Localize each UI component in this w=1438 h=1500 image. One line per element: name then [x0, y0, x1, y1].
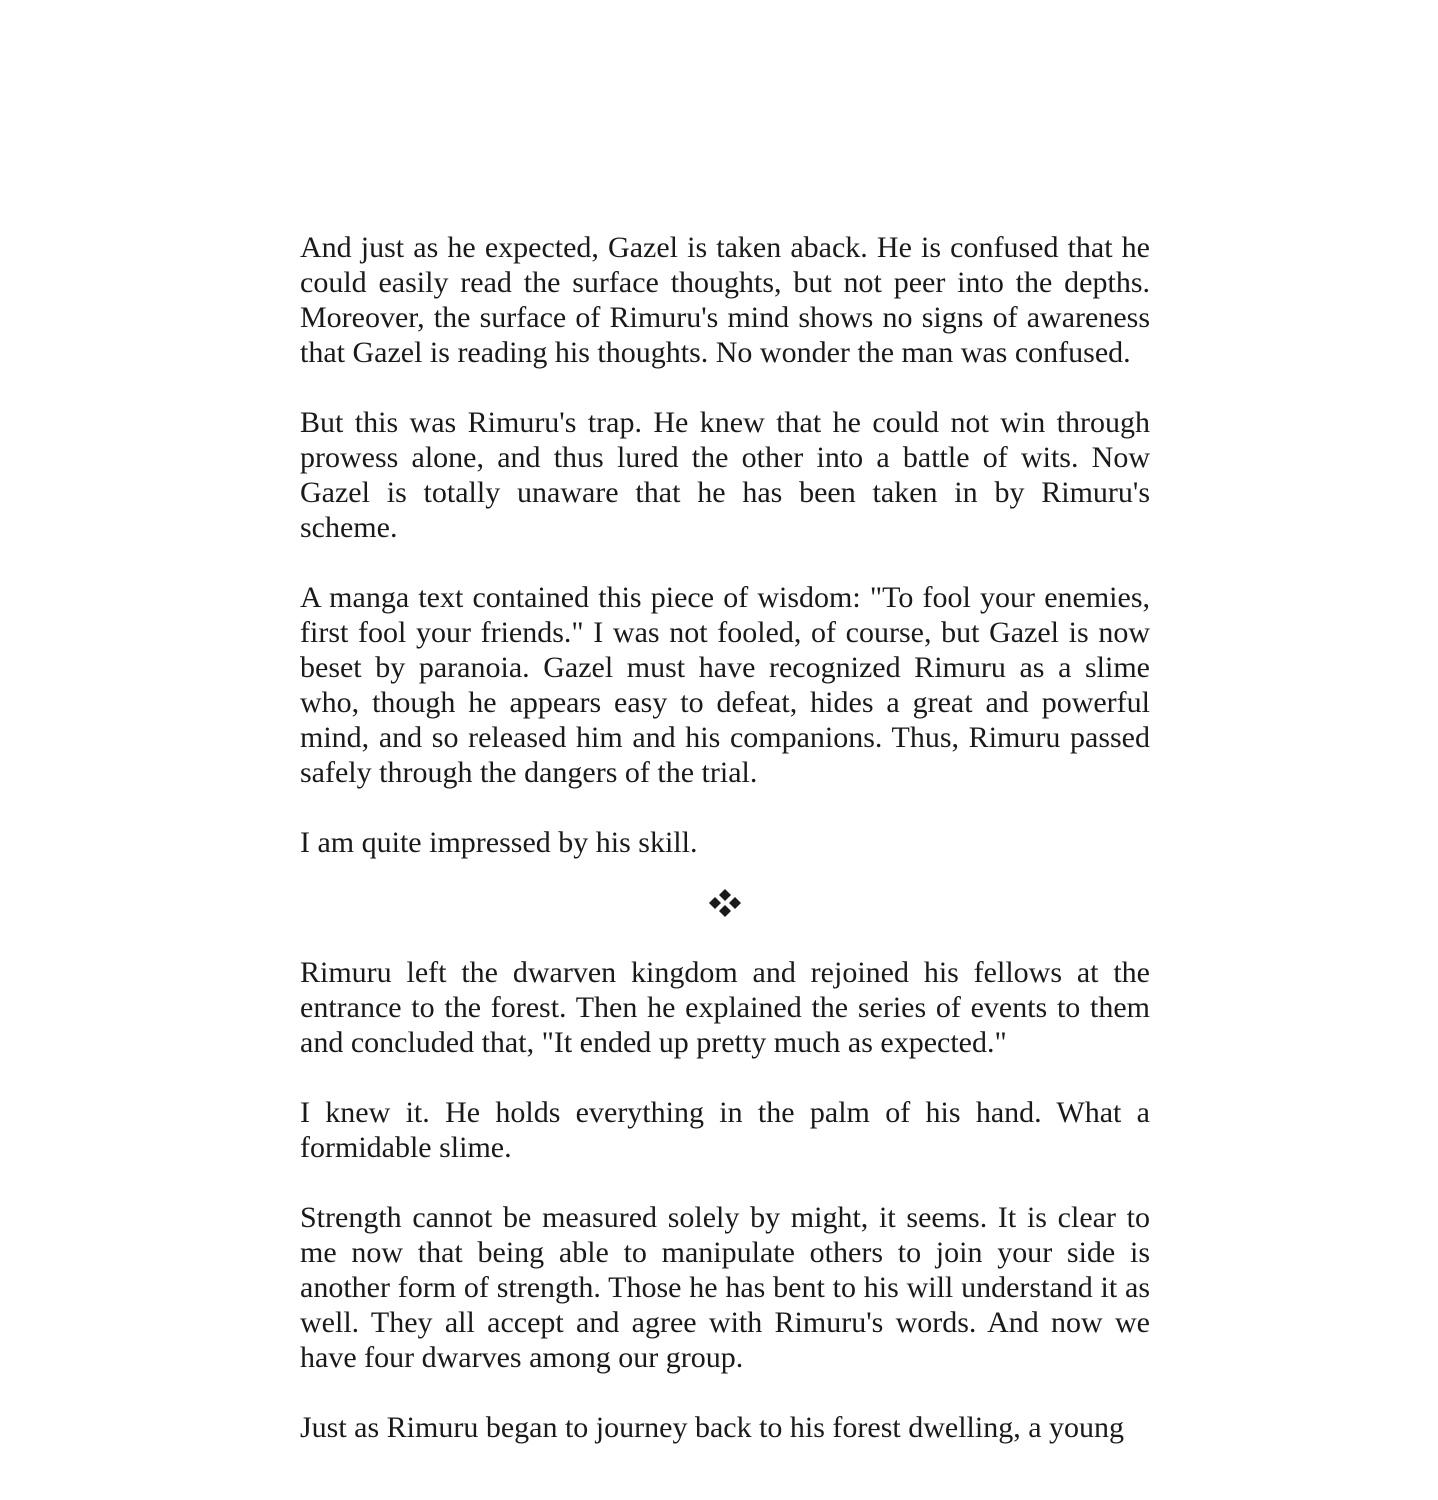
paragraph-rimuru-left-kingdom: Rimuru left the dwarven kingdom and rejoined his fellows at the entrance to the forest. Then he explained the series of events to them and concluded that, "It ended up pretty much as expected." [300, 956, 1150, 1059]
section-break [300, 885, 1150, 955]
paragraph-strength: Strength cannot be measured solely by might, it seems. It is clear to me now that being able to manipulate others to join your side is another form of strength. Those he has bent to his will understand it as well. They all accept and agree with Rimuru's words. And now we have four dwarves among our group. [300, 1201, 1150, 1374]
paragraph-journey-back: Just as Rimuru began to journey back to his forest dwelling, a young [300, 1411, 1125, 1444]
paragraph-rimuru-trap: But this was Rimuru's trap. He knew that he could not win through prowess alone, and thus lured the other into a battle of wits. Now Gazel is totally unaware that he has been taken in by Rimuru's scheme. [300, 406, 1150, 544]
paragraph-manga-wisdom: A manga text contained this piece of wisdom: "To fool your enemies, first fool your friends." I was not fooled, of course, but Gazel is now beset by paranoia. Gazel must have recognized Rimuru as a slime who, though he appears easy to defeat, hides a great and powerful mind, and so released him and his companions. Thus, Rimuru passed safely through the dangers of the trial. [300, 581, 1150, 789]
paragraph-gazel-taken-aback: And just as he expected, Gazel is taken aback. He is confused that he could easily read the surface thoughts, but not peer into the depths. Moreover, the surface of Rimuru's mind shows no signs of awareness that Gazel is reading his thoughts. No wonder the man was confused. [300, 231, 1150, 369]
paragraph-formidable-slime: I knew it. He holds everything in the palm of his hand. What a formidable slime. [300, 1096, 1150, 1164]
paragraph-impressed: I am quite impressed by his skill. [300, 826, 698, 859]
book-page [300, 230, 1150, 1445]
diamond-cluster-icon [709, 889, 741, 917]
